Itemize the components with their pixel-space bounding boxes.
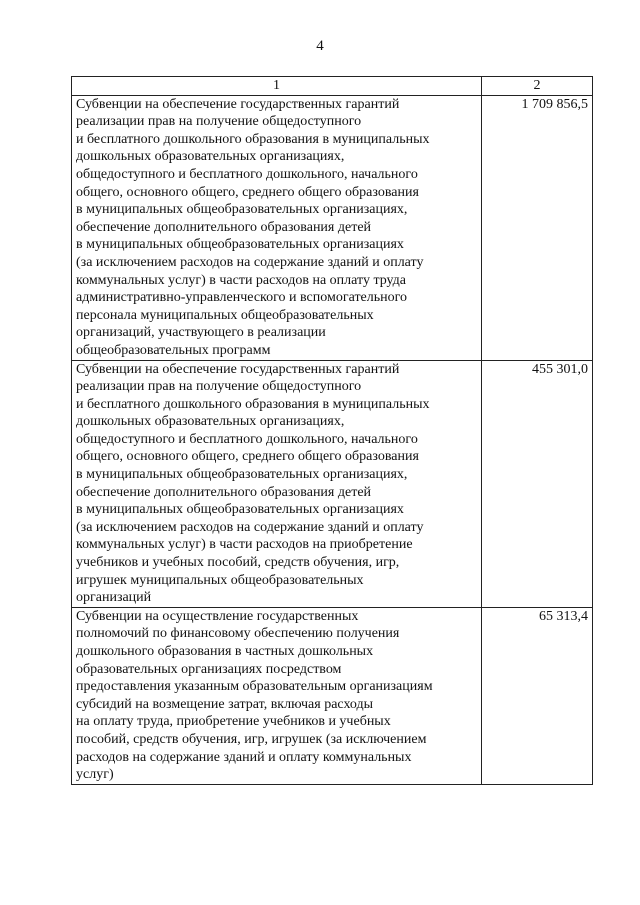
description-line: общеобразовательных программ: [76, 342, 271, 358]
description-line: полномочий по финансовому обеспечению получения: [76, 626, 400, 642]
description-line: обеспечение дополнительного образования детей: [76, 484, 372, 500]
description-line: (за исключением расходов на содержание зданий и оплату: [76, 519, 424, 535]
description-line: и бесплатного дошкольного образования в муниципальных: [76, 131, 430, 147]
description-line: персонала муниципальных общеобразовательных: [76, 307, 374, 323]
table-row: [72, 607, 593, 784]
description-line: Субвенции на обеспечение государственных гарантий: [76, 96, 400, 112]
description-line: (за исключением расходов на содержание зданий и оплату: [76, 254, 424, 270]
description-line: в муниципальных общеобразовательных организациях: [76, 237, 404, 253]
table-body: [72, 95, 593, 784]
description-line: на оплату труда, приобретение учебников и учебных: [76, 714, 391, 730]
description-line: организаций: [76, 590, 152, 606]
column-header-1: 1: [72, 77, 482, 96]
row-description: [72, 360, 482, 607]
description-line: общего, основного общего, среднего общего образования: [76, 184, 419, 200]
description-line: дошкольного образования в частных дошкольных: [76, 644, 374, 659]
description-line: и бесплатного дошкольного образования в муниципальных: [76, 396, 430, 412]
description-line: в муниципальных общеобразовательных организациях,: [76, 467, 408, 483]
description-line: Субвенции на осуществление государственных: [76, 608, 359, 624]
description-line: пособий, средств обучения, игр, игрушек (за исключением: [76, 731, 427, 747]
description-line: расходов на содержание зданий и оплату коммунальных: [76, 749, 412, 765]
row-amount: 1 709 856,5: [482, 95, 593, 360]
subventions-table: [71, 76, 593, 785]
column-header-2: 2: [482, 77, 593, 96]
description-line: организаций, участвующего в реализации: [76, 325, 326, 341]
description-line: коммунальных услуг) в части расходов на приобретение: [76, 537, 413, 553]
row-amount: 455 301,0: [482, 360, 593, 607]
description-line: дошкольных образовательных организациях,: [76, 149, 345, 165]
description-line: субсидий на возмещение затрат, включая расходы: [76, 696, 374, 712]
row-amount: 65 313,4: [482, 607, 593, 784]
description-line: предоставления указанным образовательным организациям: [76, 679, 433, 695]
description-line: Субвенции на обеспечение государственных гарантий: [76, 361, 400, 377]
row-description: [72, 95, 482, 360]
description-line: административно-управленческого и вспомогательного: [76, 290, 408, 306]
table-row: [72, 95, 593, 360]
description-line: в муниципальных общеобразовательных организациях: [76, 502, 404, 518]
description-line: услуг): [76, 767, 114, 783]
table-header-row: [72, 77, 593, 96]
description-line: общего, основного общего, среднего общего образования: [76, 449, 419, 465]
description-line: коммунальных услуг) в части расходов на оплату труда: [76, 272, 407, 288]
table-row: [72, 360, 593, 607]
description-line: реализации прав на получение общедоступного: [76, 114, 362, 130]
description-line: обеспечение дополнительного образования детей: [76, 219, 372, 235]
description-line: общедоступного и бесплатного дошкольного, начального: [76, 431, 418, 447]
description-line: реализации прав на получение общедоступного: [76, 379, 362, 395]
description-line: дошкольных образовательных организациях,: [76, 414, 345, 430]
row-description: [72, 607, 482, 784]
description-line: учебников и учебных пособий, средств обучения, игр,: [76, 555, 400, 571]
description-line: игрушек муниципальных общеобразовательных: [76, 572, 364, 588]
description-line: общедоступного и бесплатного дошкольного, начального: [76, 166, 418, 182]
description-line: в муниципальных общеобразовательных организациях,: [76, 202, 408, 218]
page-number: 4: [316, 38, 324, 54]
description-line: образовательных организациях посредством: [76, 661, 342, 677]
